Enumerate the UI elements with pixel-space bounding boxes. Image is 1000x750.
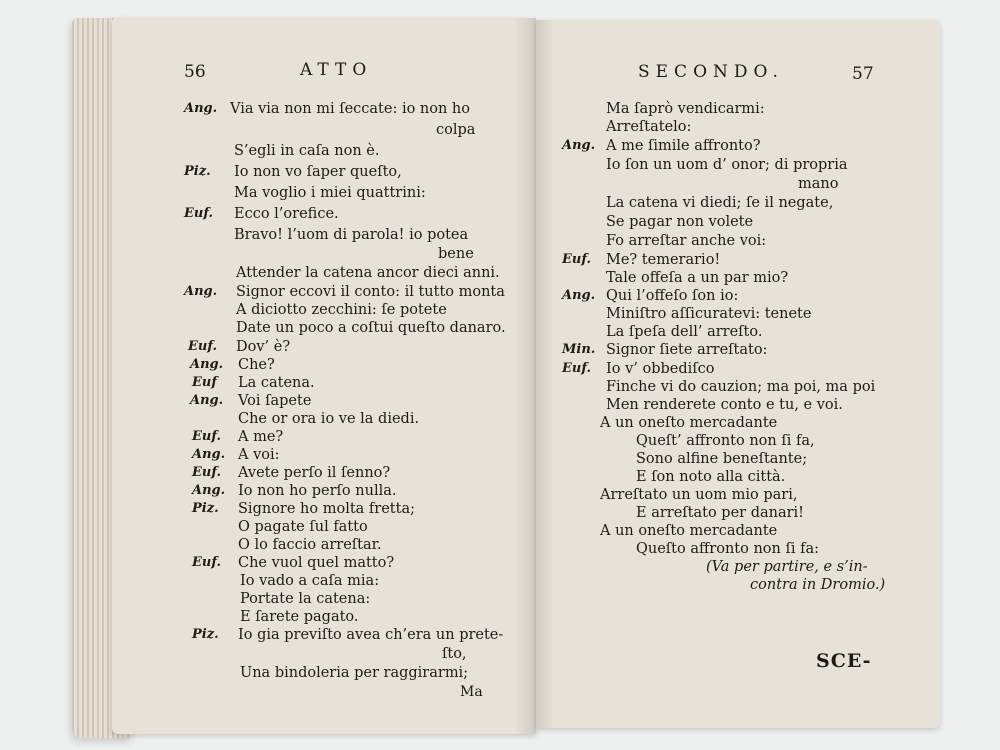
verse-line: Dov’ è?	[236, 339, 291, 355]
verse-line: Io v’ obbediſco	[606, 361, 715, 377]
verse-line: Io non vo ſaper queſto,	[234, 164, 402, 180]
speaker-label: Ang.	[562, 138, 596, 153]
speaker-label: Euf.	[192, 429, 222, 444]
right-catchword: SCE-	[816, 650, 872, 672]
verse-line: Finche vi do cauzion; ma poi, ma poi	[606, 379, 876, 395]
verse-line: Io gia previſto avea ch’era un prete-	[238, 627, 504, 643]
stage-direction: (Va per partire, e s’in-	[706, 559, 868, 575]
verse-line: La catena.	[238, 375, 315, 391]
speaker-label: Ang.	[192, 483, 226, 498]
speaker-label: Piz.	[184, 164, 211, 179]
verse-line: Qui l’offeſo ſon io:	[606, 288, 739, 304]
verse-line: Una bindoleria per raggirarmi;	[240, 665, 469, 681]
verse-line: mano	[798, 176, 839, 192]
verse-line: Attender la catena ancor dieci anni.	[236, 265, 500, 281]
speaker-label: Euf.	[184, 206, 214, 221]
verse-line: La catena vi diedi; ſe il negate,	[606, 195, 834, 211]
verse-line: colpa	[436, 122, 476, 138]
verse-line: O lo faccio arreſtar.	[238, 537, 382, 553]
verse-line: E ſon noto alla città.	[636, 469, 786, 485]
verse-line: bene	[438, 246, 474, 262]
speaker-label: Ang.	[184, 284, 218, 299]
verse-line: Men renderete conto e tu, e voi.	[606, 397, 843, 413]
right-page	[536, 20, 940, 728]
verse-line: A un oneſto mercadante	[600, 415, 778, 431]
speaker-label: Euf.	[192, 465, 222, 480]
left-gutter-shadow	[514, 18, 536, 734]
verse-line: Fo arreſtar anche voi:	[606, 233, 767, 249]
verse-line: Se pagar non volete	[606, 214, 754, 230]
verse-line: Ma ſaprò vendicarmi:	[606, 101, 765, 117]
verse-line: Sono alfine beneſtante;	[636, 451, 808, 467]
verse-line: ſto,	[442, 646, 467, 662]
verse-line: Portate la catena:	[240, 591, 371, 607]
verse-line: Me? temerario!	[606, 252, 721, 268]
verse-line: Queſt’ affronto non ſi fa,	[636, 433, 815, 449]
right-gutter-shadow	[536, 20, 554, 728]
verse-line: S’egli in caſa non è.	[234, 143, 380, 159]
speaker-label: Euf.	[562, 361, 592, 376]
verse-line: Che vuol quel matto?	[238, 555, 395, 571]
speaker-label: Euf.	[188, 339, 218, 354]
verse-line: E arreſtato per danari!	[636, 505, 804, 521]
verse-line: La ſpeſa dell’ arreſto.	[606, 324, 763, 340]
verse-line: Signor eccovi il conto: il tutto monta	[236, 284, 505, 300]
verse-line: Via via non mi ſeccate: io non ho	[230, 101, 471, 117]
verse-line: Ecco l’orefice.	[234, 206, 339, 222]
verse-line: Io non ho perſo nulla.	[238, 483, 397, 499]
verse-line: Voi ſapete	[238, 393, 312, 409]
verse-line: A me ſimile affronto?	[606, 138, 761, 154]
speaker-label: Ang.	[190, 393, 224, 408]
verse-line: Arreſtatelo:	[606, 119, 692, 135]
verse-line: Avete perſo il ſenno?	[238, 465, 391, 481]
speaker-label: Ang.	[190, 357, 224, 372]
verse-line: Signor ſiete arreſtato:	[606, 342, 768, 358]
verse-line: Tale offeſa a un par mio?	[606, 270, 789, 286]
verse-line: Signore ho molta fretta;	[238, 501, 415, 517]
right-running-head: SECONDO.	[638, 62, 784, 82]
speaker-label: Piz.	[192, 627, 219, 642]
speaker-label: Ang.	[562, 288, 596, 303]
left-page	[112, 18, 536, 734]
verse-line: A diciotto zecchini: ſe potete	[236, 302, 447, 318]
verse-line: A me?	[238, 429, 284, 445]
speaker-label: Piz.	[192, 501, 219, 516]
verse-line: Miniſtro aſſicuratevi: tenete	[606, 306, 812, 322]
speaker-label: Ang.	[184, 101, 218, 116]
verse-line: E ſarete pagato.	[240, 609, 359, 625]
verse-line: Io vado a caſa mia:	[240, 573, 380, 589]
verse-line: Io ſon un uom d’ onor; di propria	[606, 157, 848, 173]
left-page-number: 56	[184, 62, 206, 82]
speaker-label: Euf	[192, 375, 217, 390]
speaker-label: Min.	[562, 342, 596, 357]
verse-line: Queſto affronto non ſi fa:	[636, 541, 819, 557]
left-catchword: Ma	[460, 684, 483, 700]
verse-line: Date un poco a coſtui queſto danaro.	[236, 320, 506, 336]
verse-line: Bravo! l’uom di parola! io potea	[234, 227, 469, 243]
speaker-label: Ang.	[192, 447, 226, 462]
left-running-head: ATTO	[300, 60, 373, 80]
verse-line: Che?	[238, 357, 275, 373]
speaker-label: Euf.	[192, 555, 222, 570]
verse-line: Che or ora io ve la diedi.	[238, 411, 420, 427]
speaker-label: Euf.	[562, 252, 592, 267]
verse-line: Ma voglio i miei quattrini:	[234, 185, 426, 201]
stage-direction: contra in Dromio.)	[750, 577, 886, 593]
verse-line: Arreſtato un uom mio pari,	[600, 487, 798, 503]
right-page-number: 57	[852, 64, 874, 84]
verse-line: A un oneſto mercadante	[600, 523, 778, 539]
verse-line: A voi:	[238, 447, 280, 463]
verse-line: O pagate ſul fatto	[238, 519, 368, 535]
